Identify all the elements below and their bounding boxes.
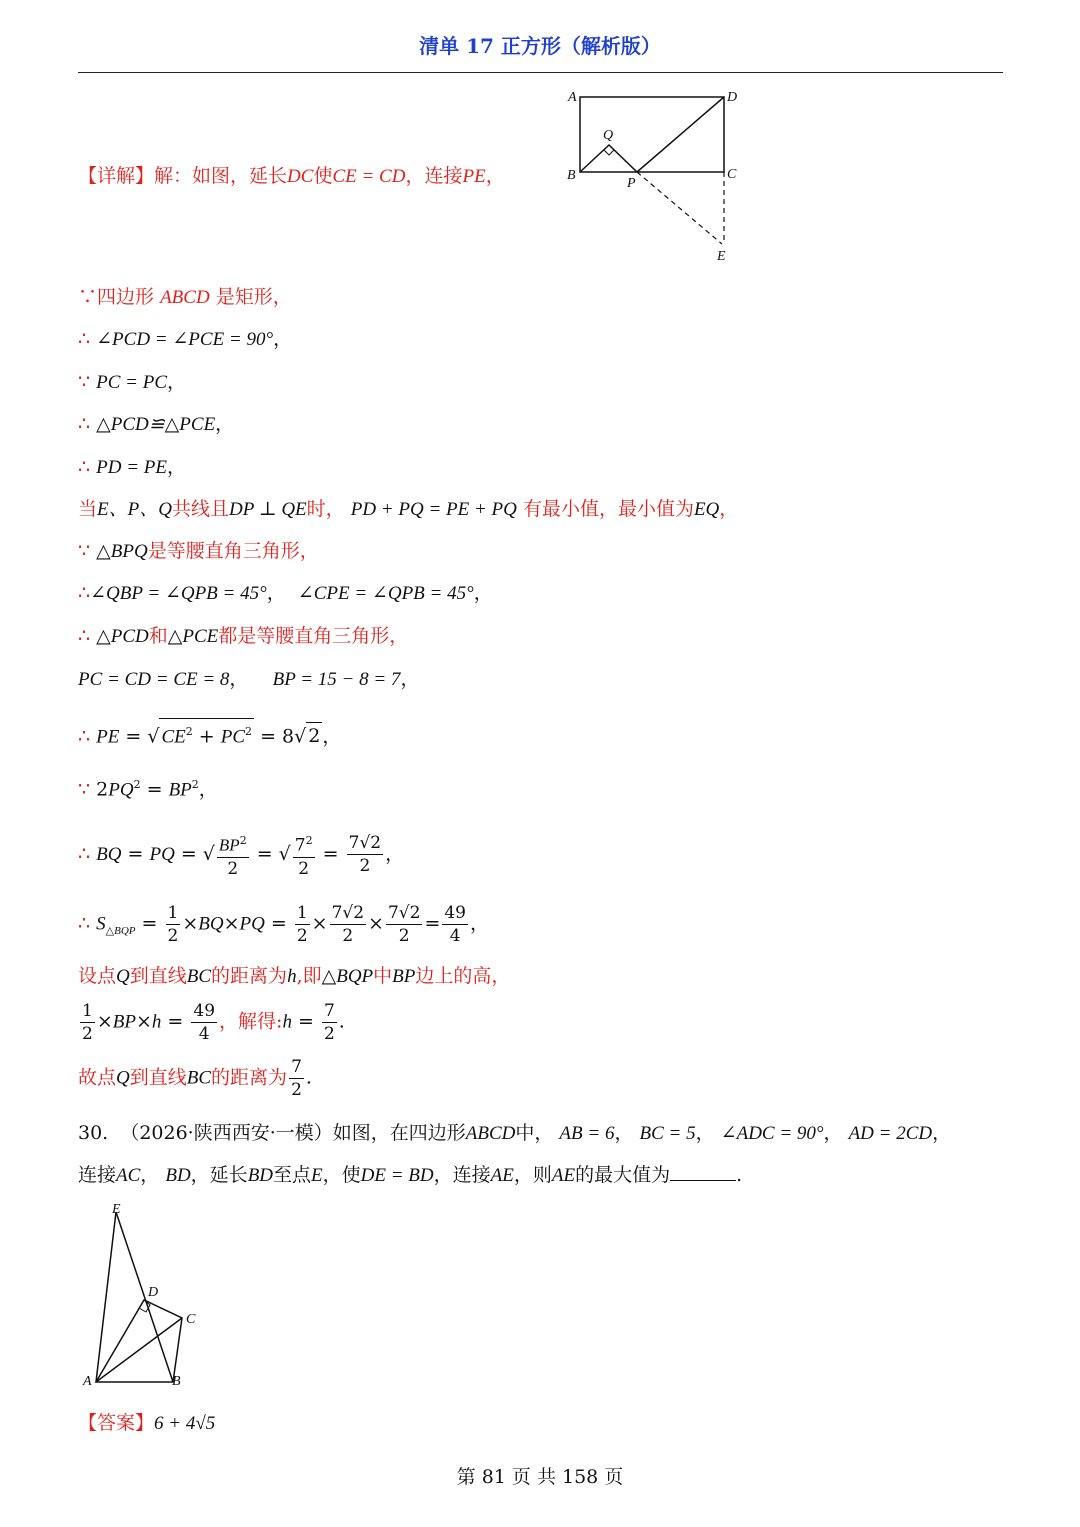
solution-line-13: ∴ BQ = PQ = √ $\frac{BP^2}{2}$ = √ $\frac{7^2}{2}$ = $\frac{7√2}{2}$ ， xyxy=(78,830,404,880)
label-c: C xyxy=(727,167,737,182)
solution-conclusion: 故点Q到直线BC的距离为 $\frac{7}{2}$ . xyxy=(78,1057,312,1100)
solution-line-6: 当E、P、Q共线且DP ⊥ QE时， PD + PQ = PE + PQ 有最小值，最小值为EQ， xyxy=(78,498,739,520)
label-e2: E xyxy=(112,1202,121,1217)
segments-bq-qp xyxy=(580,145,637,172)
label-p: P xyxy=(627,176,636,191)
solution-line-9: ∴ △PCD和△PCE都是等腰直角三角形， xyxy=(78,625,409,647)
rectangle-figure xyxy=(560,86,760,266)
label-c2: C xyxy=(186,1312,196,1327)
quadrilateral-figure xyxy=(78,1195,218,1395)
page-header-title: 清单 17 正方形（解析版） xyxy=(419,34,661,58)
solution-line-12: ∵ $2PQ^2 = BP^2$， xyxy=(78,778,218,801)
segment-pd xyxy=(637,97,724,172)
answer-bracket: 【答案】 xyxy=(78,1412,155,1434)
problem-number: 30. xyxy=(78,1122,109,1144)
solution-line-15: 设点Q到直线BC的距离为h,即△BQP中BP边上的高， xyxy=(78,965,511,987)
label-b2: B xyxy=(172,1374,181,1389)
solution-line-5: ∴ PD = PE， xyxy=(78,456,187,478)
rect-abcd xyxy=(580,97,724,172)
label-q: Q xyxy=(603,128,614,143)
solution-line-11: ∴ PE = √ $CE^2 + PC^2 = 8√$ 2 ， xyxy=(78,718,341,750)
solution-line-10: PC = CD = CE = 8， BP = 15 − 8 = 7， xyxy=(78,668,420,690)
label-d2: D xyxy=(148,1285,159,1300)
segment-pe-dashed xyxy=(637,172,722,244)
header-rule xyxy=(78,72,1003,73)
solution-line-16: $\frac{1}{2}$ ×BP×h = $\frac{49}{4}$ ，解得:h = $\frac{7}{2}$ . xyxy=(82,1001,345,1044)
solution-line-7: ∵ △BPQ是等腰直角三角形， xyxy=(78,540,319,562)
answer-line xyxy=(78,1410,215,1437)
solution-line-8: ∴∠QBP = ∠QPB = 45°， ∠CPE = ∠QPB = 45°， xyxy=(78,582,493,604)
right-angle-mark-q xyxy=(604,145,614,155)
label-a: A xyxy=(568,90,577,105)
solution-line-14: ∴ $S_{\triangle BQP}$ = $\frac{1}{2}$ ×BQ×PQ = $\frac{1}{2}$ × $\frac{7√2}{2}$ × $\frac{7√2}{2}$ = $\frac{49}{4}$ ， xyxy=(78,903,490,946)
problem-30-line-1: 30. （2026·陕西西安·一模）如图，在四边形ABCD中， AB = 6， BC = 5， ∠ADC = 90°， AD = 2CD， xyxy=(78,1122,952,1144)
solution-line-4: ∴ △PCD≌△PCE， xyxy=(78,413,235,435)
problem-30-line-2: 连接AC， BD，延长BD至点E，使DE = BD，连接AE，则AE的最大值为 . xyxy=(78,1164,743,1186)
solution-line-2: ∴ ∠PCD = ∠PCE = 90°， xyxy=(78,328,293,350)
label-b: B xyxy=(567,168,576,183)
solution-line-1: ∵四边形 ABCD 是矩形， xyxy=(78,286,292,308)
label-a2: A xyxy=(83,1374,92,1389)
answer-value: 6 + 4√5 xyxy=(154,1413,216,1434)
solution-intro: 【详解】解：如图，延长DC使CE = CD，连接PE， xyxy=(78,165,505,187)
page-footer: 第 81 页 共 158 页 xyxy=(456,1466,624,1488)
label-e: E xyxy=(717,249,726,264)
segment-ae xyxy=(96,1212,116,1382)
segment-eb xyxy=(116,1212,173,1382)
answer-blank xyxy=(670,1162,736,1181)
label-d: D xyxy=(727,90,738,105)
solution-line-3: ∵ PC = PC， xyxy=(78,371,187,393)
detail-bracket: 【详解】 xyxy=(78,165,155,187)
